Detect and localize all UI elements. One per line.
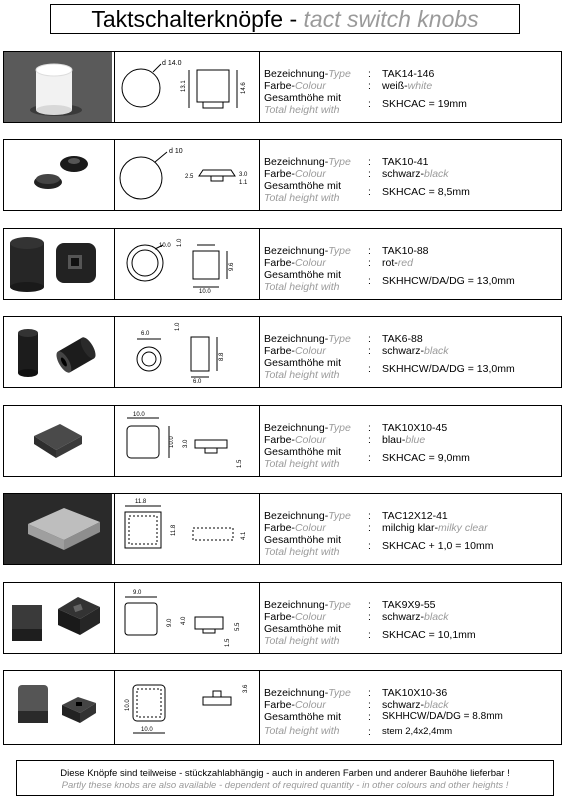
- dim-label: 11.8: [171, 524, 177, 536]
- product-photo: [4, 140, 112, 210]
- label-colour-en: Colour: [294, 611, 326, 623]
- label-type-en: Type: [328, 333, 351, 345]
- label-height-en: Total height with: [264, 725, 340, 737]
- product-colour-en: white: [407, 80, 433, 92]
- product-colour: milchig klar-: [382, 522, 439, 534]
- label-height-en: Total height with: [264, 281, 340, 293]
- colon: :: [368, 68, 371, 80]
- product-specs: [264, 583, 561, 653]
- product-height: SKHCAC = 8,5mm: [382, 186, 470, 198]
- dim-label: d 14.0: [162, 60, 182, 67]
- product-colour: weiß-: [382, 80, 408, 92]
- colon: :: [368, 599, 371, 611]
- product-photo: [4, 52, 112, 122]
- product-row-tak9x9-55: [3, 582, 562, 654]
- footer-note: [16, 760, 554, 796]
- product-height: SKHCAC = 10,1mm: [382, 629, 476, 641]
- title-english: tact switch knobs: [303, 6, 479, 32]
- colon: :: [368, 245, 371, 257]
- product-row-tak10x10-36: [3, 670, 562, 745]
- dim-label: 3.6: [243, 684, 249, 693]
- label-type-en: Type: [328, 245, 351, 257]
- product-colour: schwarz-: [382, 168, 425, 180]
- product-height: SKHCAC + 1,0 = 10mm: [382, 540, 494, 552]
- label-height: Gesamthöhe mit: [264, 269, 342, 281]
- dim-label: 1.5: [225, 638, 231, 647]
- colon: :: [368, 156, 371, 168]
- label-colour: Farbe-: [264, 611, 295, 623]
- page-title: [50, 4, 520, 34]
- label-type: Bezeichnung-: [264, 333, 329, 345]
- label-height-en: Total height with: [264, 192, 340, 204]
- label-colour: Farbe-: [264, 168, 295, 180]
- label-height: Gesamthöhe mit: [264, 623, 342, 635]
- dim-label: 6.0: [141, 331, 150, 337]
- dim-label: 13.1: [181, 80, 187, 92]
- label-height-en: Total height with: [264, 458, 340, 470]
- technical-drawing: [114, 140, 260, 210]
- label-type-en: Type: [328, 599, 351, 611]
- label-height-en: Total height with: [264, 104, 340, 116]
- dim-label: 10.0: [133, 412, 145, 418]
- dim-label: 6.0: [193, 379, 202, 385]
- product-colour-en: black: [424, 699, 449, 711]
- label-colour-en: Colour: [294, 168, 326, 180]
- colon: :: [368, 275, 371, 287]
- product-height: SKHHCW/DA/DG = 13,0mm: [382, 363, 515, 375]
- dim-label: 5.5: [235, 622, 241, 631]
- product-row-tak6-88: [3, 316, 562, 388]
- colon: :: [368, 257, 371, 269]
- dim-label: 14.6: [241, 82, 247, 94]
- product-specs: [264, 52, 561, 122]
- dim-label: 10.0: [141, 727, 153, 733]
- product-height: SKHHCW/DA/DG = 13,0mm: [382, 275, 515, 287]
- technical-drawing: [114, 317, 260, 387]
- colon: :: [368, 711, 371, 723]
- dim-label: 8.8: [219, 352, 225, 361]
- colon: :: [368, 363, 371, 375]
- label-type: Bezeichnung-: [264, 687, 329, 699]
- dim-label: 1.5: [237, 459, 243, 468]
- label-colour-en: Colour: [294, 345, 326, 357]
- label-colour: Farbe-: [264, 257, 295, 269]
- dim-label: 1.0: [177, 238, 183, 247]
- product-specs: [264, 671, 561, 744]
- colon: :: [368, 345, 371, 357]
- product-colour: rot-: [382, 257, 398, 269]
- technical-drawing: [114, 406, 260, 476]
- colon: :: [368, 186, 371, 198]
- product-row-tak10-41: [3, 139, 562, 211]
- label-height: Gesamthöhe mit: [264, 711, 342, 723]
- product-colour-en: black: [424, 611, 449, 623]
- label-height: Gesamthöhe mit: [264, 180, 342, 192]
- dim-label: 9.0: [133, 590, 142, 596]
- dim-label: 9.0: [167, 618, 173, 627]
- label-colour: Farbe-: [264, 699, 295, 711]
- dim-label: 10.0: [199, 289, 211, 295]
- product-type: TAK9X9-55: [382, 599, 436, 611]
- product-colour-en: black: [424, 345, 449, 357]
- product-height: SKHCAC = 19mm: [382, 98, 467, 110]
- colon: :: [368, 611, 371, 623]
- label-type-en: Type: [328, 422, 351, 434]
- product-type: TAK14-146: [382, 68, 435, 80]
- label-type-en: Type: [328, 156, 351, 168]
- label-colour-en: Colour: [294, 434, 326, 446]
- label-type: Bezeichnung-: [264, 156, 329, 168]
- title-german: Taktschalterknöpfe: [91, 6, 284, 32]
- product-colour-en: red: [397, 257, 413, 269]
- label-type: Bezeichnung-: [264, 68, 329, 80]
- product-type: TAK6-88: [382, 333, 423, 345]
- product-colour: schwarz-: [382, 699, 425, 711]
- product-stem-note: stem 2,4x2,4mm: [382, 726, 453, 737]
- product-row-tak10-88: [3, 228, 562, 300]
- dim-label: 2.5: [185, 174, 194, 180]
- label-height-en: Total height with: [264, 546, 340, 558]
- product-colour-en: black: [424, 168, 449, 180]
- label-colour: Farbe-: [264, 345, 295, 357]
- dim-label: 3.0: [183, 439, 189, 448]
- technical-drawing: [114, 52, 260, 122]
- colon: :: [368, 510, 371, 522]
- product-photo: [4, 671, 112, 744]
- product-row-tak10x10-45: [3, 405, 562, 477]
- product-specs: [264, 406, 561, 476]
- label-height: Gesamthöhe mit: [264, 357, 342, 369]
- product-photo: [4, 583, 112, 653]
- dim-label: 9.6: [229, 262, 235, 271]
- label-colour-en: Colour: [294, 522, 326, 534]
- colon: :: [368, 168, 371, 180]
- colon: :: [368, 333, 371, 345]
- label-type-en: Type: [328, 687, 351, 699]
- technical-drawing: [114, 583, 260, 653]
- product-row-tac12x12-41: [3, 493, 562, 565]
- product-photo: [4, 229, 112, 299]
- product-type: TAK10-88: [382, 245, 429, 257]
- label-height: Gesamthöhe mit: [264, 534, 342, 546]
- label-colour: Farbe-: [264, 434, 295, 446]
- label-type: Bezeichnung-: [264, 599, 329, 611]
- product-colour-en: milky clear: [438, 522, 488, 534]
- colon: :: [368, 726, 371, 738]
- dim-label: 4.0: [181, 616, 187, 625]
- product-specs: [264, 140, 561, 210]
- label-type-en: Type: [328, 510, 351, 522]
- colon: :: [368, 80, 371, 92]
- dim-label: 10.0: [159, 243, 171, 249]
- dim-label: 10.0: [125, 699, 131, 711]
- colon: :: [368, 422, 371, 434]
- dim-label: 4.1: [241, 531, 247, 540]
- product-type: TAK10-41: [382, 156, 429, 168]
- dim-label: 1.0: [175, 322, 181, 331]
- technical-drawing: [114, 494, 260, 564]
- product-colour: schwarz-: [382, 345, 425, 357]
- label-type: Bezeichnung-: [264, 422, 329, 434]
- label-height-en: Total height with: [264, 369, 340, 381]
- footer-line-german: Diese Knöpfe sind teilweise - stückzahlabhängig - auch in anderen Farben und anderer Bauhöhe lieferbar !: [60, 768, 510, 779]
- label-colour: Farbe-: [264, 80, 295, 92]
- label-type: Bezeichnung-: [264, 510, 329, 522]
- product-type: TAK10X10-36: [382, 687, 448, 699]
- label-colour: Farbe-: [264, 522, 295, 534]
- dim-label: 11.8: [135, 499, 147, 505]
- label-height-en: Total height with: [264, 635, 340, 647]
- label-height: Gesamthöhe mit: [264, 92, 342, 104]
- product-specs: [264, 494, 561, 564]
- dim-label: 3.0: [239, 172, 248, 178]
- colon: :: [368, 540, 371, 552]
- product-row-tak14-146: [3, 51, 562, 123]
- product-photo: [4, 317, 112, 387]
- colon: :: [368, 434, 371, 446]
- product-photo: [4, 406, 112, 476]
- product-colour: blau-: [382, 434, 406, 446]
- product-colour-en: blue: [405, 434, 426, 446]
- product-height: SKHHCW/DA/DG = 8.8mm: [382, 711, 503, 722]
- colon: :: [368, 98, 371, 110]
- colon: :: [368, 522, 371, 534]
- label-colour-en: Colour: [294, 80, 326, 92]
- dim-label: d 10: [169, 148, 183, 155]
- product-height: SKHCAC = 9,0mm: [382, 452, 470, 464]
- product-colour: schwarz-: [382, 611, 425, 623]
- product-photo: [4, 494, 112, 564]
- colon: :: [368, 629, 371, 641]
- label-colour-en: Colour: [294, 699, 326, 711]
- colon: :: [368, 452, 371, 464]
- technical-drawing: [114, 671, 260, 744]
- label-height: Gesamthöhe mit: [264, 446, 342, 458]
- title-separator: -: [283, 6, 304, 32]
- footer-line-english: Partly these knobs are also available - dependent of required quantity - in other colours and other heights !: [61, 780, 509, 791]
- product-specs: [264, 229, 561, 299]
- label-type-en: Type: [328, 68, 351, 80]
- label-colour-en: Colour: [294, 257, 326, 269]
- dim-label: 1.1: [239, 180, 248, 186]
- technical-drawing: [114, 229, 260, 299]
- product-type: TAK10X10-45: [382, 422, 448, 434]
- colon: :: [368, 699, 371, 711]
- colon: :: [368, 687, 371, 699]
- label-type: Bezeichnung-: [264, 245, 329, 257]
- dim-label: 10.0: [169, 436, 175, 448]
- product-type: TAC12X12-41: [382, 510, 448, 522]
- product-specs: [264, 317, 561, 387]
